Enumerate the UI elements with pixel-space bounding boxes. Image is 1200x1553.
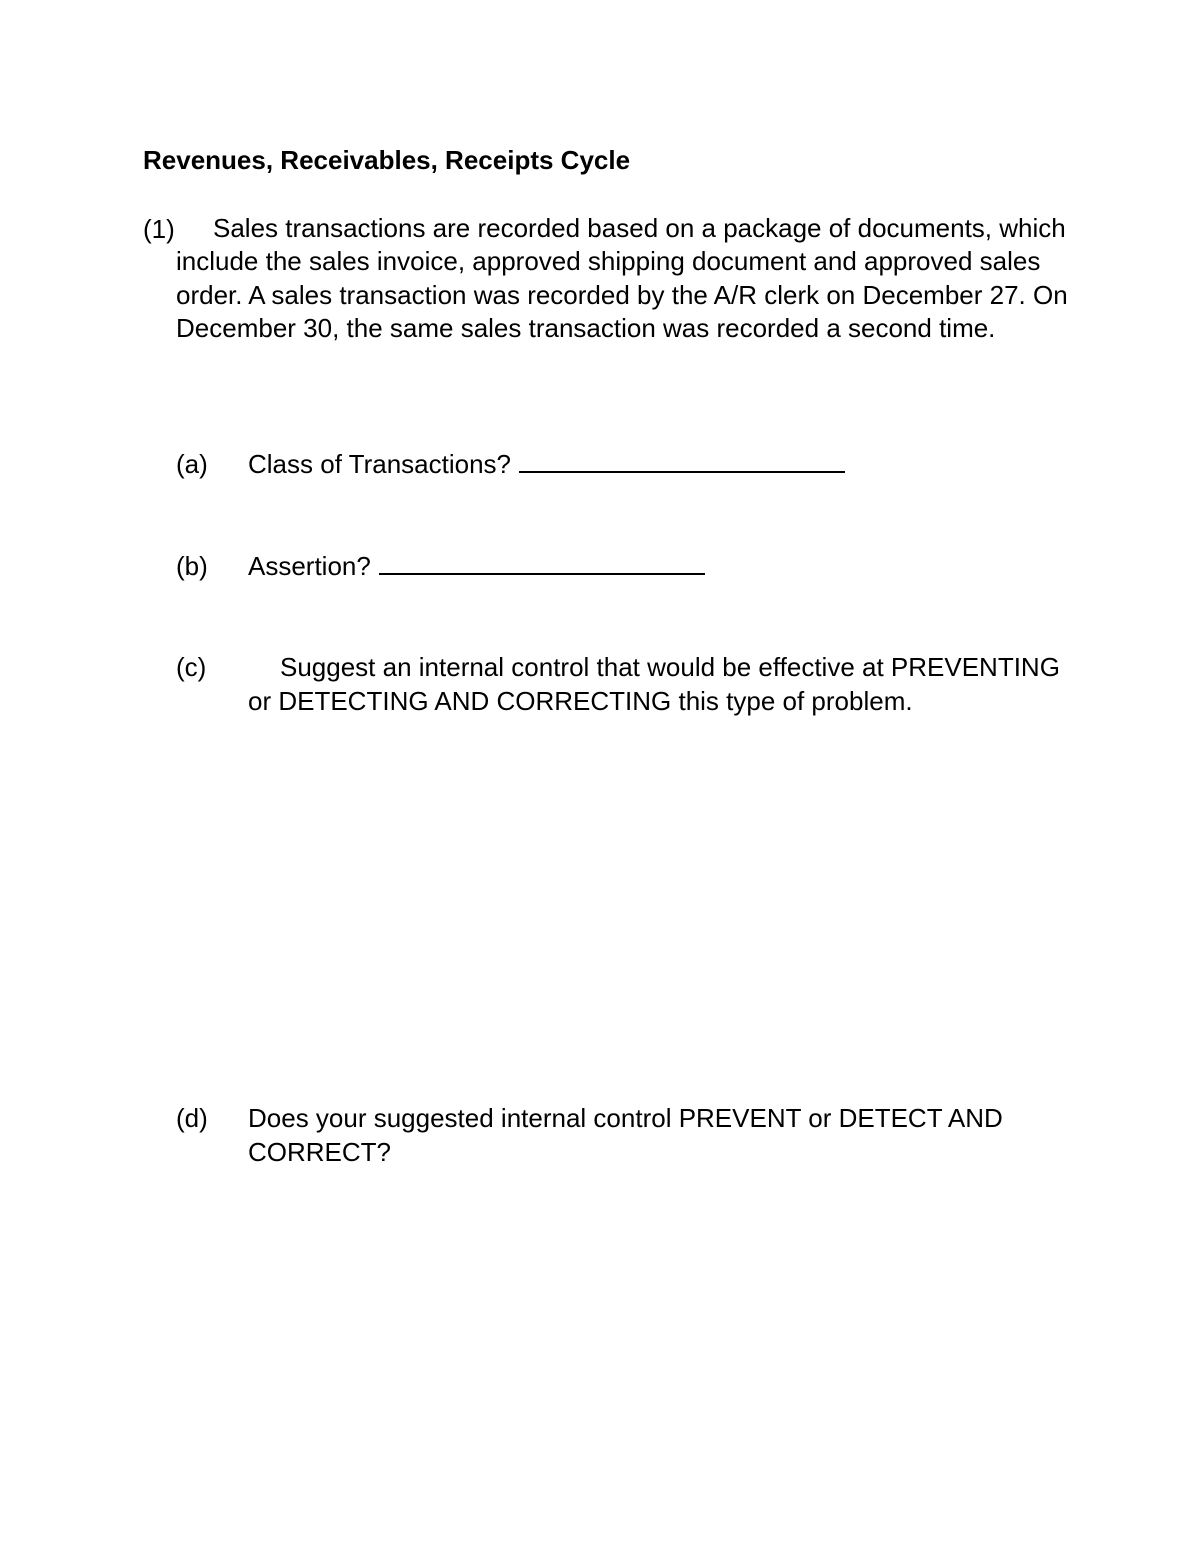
part-a-line	[248, 447, 845, 481]
part-b-label: (b)	[176, 551, 208, 581]
part-a-label: (a)	[176, 449, 208, 479]
page-title: Revenues, Receivables, Receipts Cycle	[143, 145, 631, 175]
part-b-line	[248, 549, 705, 583]
part-b-answer-blank[interactable]	[379, 549, 705, 575]
question-text: Sales transactions are recorded based on a package of documents, which include the sales invoice, approved shipping document and approved sales order. A sales transaction was recorded by the A/R clerk on December 27. On December 30, the same sales transaction was recorded a second time.	[176, 213, 1068, 344]
question-number: (1)	[143, 214, 175, 244]
part-a-text: Class of Transactions?	[248, 449, 512, 479]
part-c-text: Suggest an internal control that would be effective at PREVENTING or DETECTING AND CORRECTING this type of problem.	[248, 652, 1060, 716]
part-b-text: Assertion?	[248, 551, 371, 581]
part-c-label: (c)	[176, 652, 207, 682]
part-d-text: Does your suggested internal control PREVENT or DETECT AND CORRECT?	[248, 1103, 1003, 1167]
part-a-answer-blank[interactable]	[519, 447, 845, 473]
part-d-label: (d)	[176, 1103, 208, 1133]
